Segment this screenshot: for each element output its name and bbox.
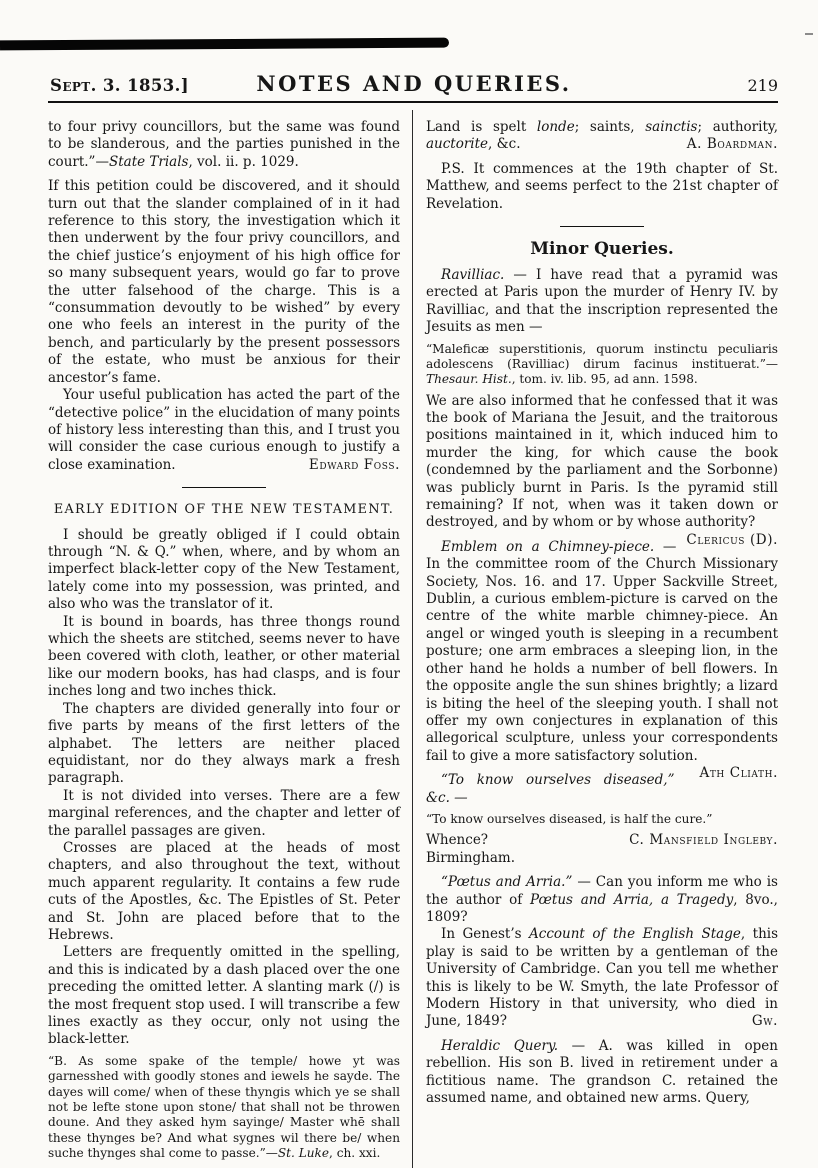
text-segment: — A. was killed in open rebellion. His son B. lived in retirement under a fictitious name. The grandson C. retained the assumed name, and obtained new arms. Query, <box>426 1037 778 1106</box>
text-columns <box>48 110 778 1168</box>
text-segment: Ravilliac. <box>441 266 505 283</box>
section-divider <box>182 487 266 488</box>
binding-description <box>48 614 400 701</box>
text-segment: It is bound in boards, has three thongs round which the sheets are stitched, seems never to have been covered with cloth, leather, or other material like our modern books, has had clasps, and is four inches long and two inches thick. <box>48 613 400 700</box>
text-segment: “To know ourselves diseased,” &c. — <box>426 772 675 806</box>
text-segment: Emblem on a Chimney-piece. <box>441 538 655 555</box>
query-heraldic <box>426 1038 778 1108</box>
publication-title: NOTES AND QUERIES. <box>256 71 572 96</box>
query-paetus-and-arria <box>426 874 778 926</box>
text-segment: londe <box>536 119 575 135</box>
text-segment: It is not divided into verses. There are a few marginal references, and the chapter and letter of the parallel passages are given. <box>48 787 400 839</box>
scan-ink-smudge <box>0 38 449 51</box>
text-segment: Account of the English Stage <box>529 926 741 943</box>
text-segment: EARLY EDITION OF THE NEW TESTAMENT. <box>53 502 395 518</box>
right-column <box>413 110 778 1168</box>
text-segment: We are also informed that he confessed that it was the book of Mariana the Jesuit, and the traitorous positions maintained in it, which induced him to murder the king, for which cause the book (condemned by the parliament and the Sorbonne) was publicly burnt in Paris. Is the pyramid still remaining? If not, when was it taken down or destroyed, and by whom or by whose authority? <box>426 392 778 531</box>
page-number: 219 <box>747 76 779 95</box>
text-segment: sainctis <box>645 119 698 135</box>
text-segment: auctorite <box>426 136 489 153</box>
verses-description <box>48 788 400 840</box>
text-segment: “To know ourselves diseased, is half the cure.” <box>426 811 713 826</box>
latin-quote <box>426 342 778 388</box>
text-segment: If this petition could be discovered, and it should turn out that the slander complained of in it had reference to this story, the investigation which it then underwent by the four privy councillors, and the chief justice’s enjoyment of his high office for so many subsequent years, would go far to prove the utter falsehood of the charge. This is a “consummation devoutly to be wished” by every one who feels an interest in the purity of the bench, and particularly by the present possessors of the estate, who must be anxious for their ancestor’s fame. <box>48 178 400 386</box>
text-segment: — In the committee room of the Church Missionary Society, Nos. 16. and 17. Upper Sackville Street, Dublin, a curious emblem-picture is carved on the centre of the white marble chimney-piece. An angel or winged youth is sleeping in a recumbent posture; one arm embraces a sleeping lion, in the other hand he holds a number of bell flowers. In the opposite angle the sun shines brightly; a lizard is biting the heel of the sleeping youth. I shall not offer my own conjectures in explanation of this allegorical sculpture, unless your correspondents fail to give a more satisfactory solution. <box>426 538 778 764</box>
section-divider <box>560 226 644 227</box>
signature: Ath Cliath. <box>699 765 778 782</box>
st-luke-transcription-quote <box>48 1054 400 1161</box>
scan-speck <box>805 33 813 35</box>
text-segment: St. Luke <box>277 1145 329 1160</box>
text-segment: State Trials <box>108 153 189 170</box>
text-segment: , 8vo., 1809? <box>426 891 778 925</box>
text-segment: , this play is said to be written by a gentleman of the University of Cambridge. Can you tell me whether this is likely to be W. Smyth, the late Professor of Modern History in that university, who died in June, 1849? <box>426 926 779 1030</box>
text-segment: The chapters are divided generally into four or five parts by means of the first letters of the alphabet. The letters are neither placed equidistant, nor do they always mark a fresh paragraph. <box>48 700 400 787</box>
text-segment: “Pœtus and Arria.” <box>441 874 573 891</box>
state-trials-citation <box>48 119 400 171</box>
text-segment: Land is spelt <box>426 119 537 135</box>
know-ourselves-quote <box>426 812 778 827</box>
postscript <box>426 161 778 213</box>
whence-line <box>426 832 778 849</box>
query-ravilliac <box>426 267 778 337</box>
text-segment: , vol. ii. p. 1029. <box>188 153 299 170</box>
text-segment: Pœtus and Arria, a Tragedy <box>530 891 734 908</box>
text-segment: “B. As some spake of the temple/ howe yt was garnesshed with goodly stones and iewels he sayde. The dayes will come/ when of these thyngis which ye se shall not be lefte stone upon stone/ that shall not be throwen doune. And they asked hym sayinge/ Master whē shall these thynges be? And what sygnes wil there be/ when suche thynges shal come to passe.”— <box>48 1053 400 1160</box>
text-segment: to four privy councillors, but the same was found to be slanderous, and the parties punished in the court.”— <box>48 119 400 170</box>
minor-queries-heading <box>426 239 778 261</box>
masthead <box>50 71 778 96</box>
crosses-description <box>48 840 400 944</box>
text-segment: In Genest’s <box>441 926 530 943</box>
left-column <box>48 110 412 1168</box>
text-segment: — I have read that a pyramid was erected at Paris upon the murder of Henry IV. by Ravilliac, and that the inscription represented the Jesuits as men — <box>426 266 778 336</box>
text-segment: “Maleficæ superstitionis, quorum instinctu peculiaris adolescens (Ravilliac) dirum facinus instituerat.”— <box>426 341 778 371</box>
signature: Edward Foss. <box>308 456 400 473</box>
text-segment: Your useful publication has acted the part of the “detective police” in the elucidation of many points of history less interesting than this, and I trust you will consider the case curious enough to justify a close examination. <box>48 387 400 473</box>
text-segment: , tom. iv. lib. 95, ad ann. 1598. <box>511 372 698 387</box>
signature: C. Mansfield Ingleby. <box>629 832 778 849</box>
section-heading-early-edition <box>48 502 400 519</box>
text-segment: — Can you inform me who is the author of <box>426 874 778 908</box>
paetus-genest-paragraph <box>426 926 778 1030</box>
text-segment: , ch. xxi. <box>329 1145 381 1160</box>
text-segment: Thesaur. Hist. <box>426 372 512 387</box>
query-emblem-chimney-piece <box>426 538 778 782</box>
spelling-description <box>48 944 400 1048</box>
text-segment: ; authority, <box>697 119 779 135</box>
chapters-description <box>48 701 400 788</box>
spelling-note <box>426 119 778 154</box>
closing-paragraph <box>48 387 400 474</box>
birmingham-line <box>426 850 778 867</box>
text-segment: Heraldic Query. <box>441 1037 559 1054</box>
text-segment: Crosses are placed at the heads of most chapters, and also throughout the text, without much apparent regularity. It contains a few rude cuts of the Apostles, &c. The Epistles of St. Peter and St. John are placed before that to the Hebrews. <box>48 839 400 943</box>
signature: Gw. <box>751 1013 778 1030</box>
signature: Clericus (D). <box>686 531 778 548</box>
text-segment: Letters are frequently omitted in the spelling, and this is indicated by a dash placed over the one preceding the omitted letter. A slanting mark (/) is the most frequent stop used. I will transcribe a few lines exactly as they occur, only not using the black-letter. <box>48 944 400 1048</box>
issue-date: Sept. 3. 1853.] <box>50 76 189 95</box>
text-segment: P.S. It commences at the 19th chapter of St. Matthew, and seems perfect to the 21st chapter of Revelation. <box>426 160 778 212</box>
signature: A. Boardman. <box>686 136 778 153</box>
masthead-rule <box>48 101 778 103</box>
text-segment: Whence? <box>426 832 489 849</box>
text-segment: Minor Queries. <box>530 239 674 260</box>
text-segment: ; saints, <box>574 119 646 135</box>
petition-paragraph <box>48 178 400 387</box>
text-segment: I should be greatly obliged if I could obtain through “N. & Q.” when, where, and by whom an imperfect black-letter copy of the New Testament, lately come into my possession, was printed, and also who was the translator of it. <box>48 526 400 613</box>
text-segment: , &c. <box>488 136 521 153</box>
early-edition-request <box>48 527 400 614</box>
text-segment: Birmingham. <box>426 849 515 866</box>
